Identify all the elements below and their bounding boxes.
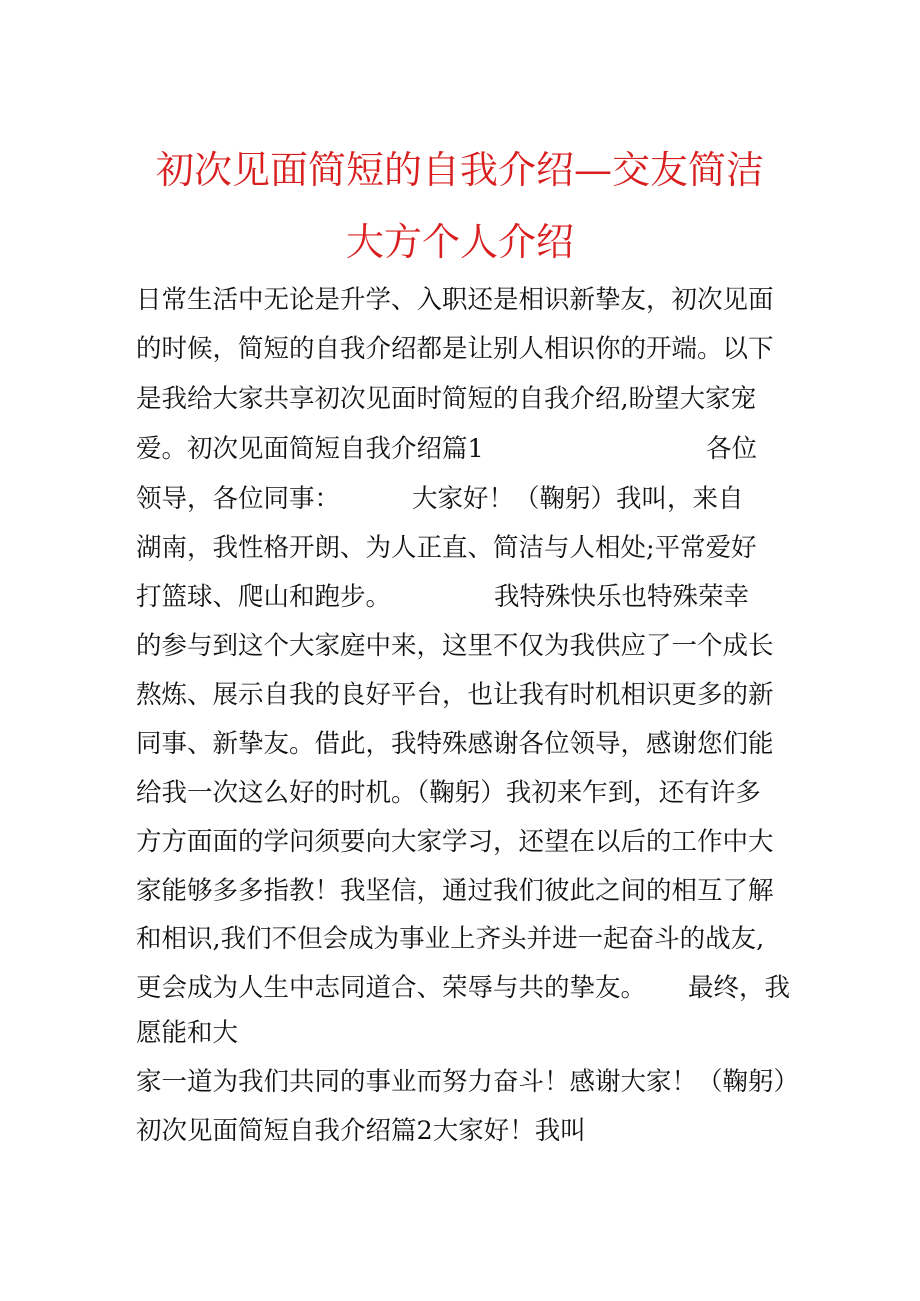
body-line-9: 熬炼、展示自我的良好平台，也让我有时机相识更多的新 (136, 680, 774, 710)
body-line-7-text: 打篮球、爬山和跑步。 (136, 582, 392, 612)
body-line-15-tail: 最终，我 (688, 973, 791, 1003)
body-line-12: 方方面面的学问须要向大家学习，还望在以后的工作中大 (136, 827, 774, 857)
body-line-3: 是我给大家共享初次见面时简短的自我介绍,盼望大家宠 (136, 384, 757, 414)
body-line-1: 日常生活中无论是升学、入职还是相识新挚友，初次见面 (136, 285, 774, 315)
body-line-11: 给我一次这么好的时机。（鞠躬）我初来乍到，还有许多 (136, 778, 761, 808)
title-line-1: 初次见面简短的自我介绍—交友简洁 (155, 148, 764, 192)
body-line-10: 同事、新挚友。借此，我特殊感谢各位领导，感谢您们能 (136, 729, 774, 759)
body-line-5-text: 领导，各位同事： (136, 484, 341, 514)
body-line-8: 的参与到这个大家庭中来，这里不仅为我供应了一个成长 (136, 631, 774, 661)
body-line-4-tail: 各位 (706, 434, 758, 464)
body-line-13: 家能够多多指教！我坚信，通过我们彼此之间的相互了解 (136, 876, 774, 906)
body-line-15-text: 更会成为人生中志同道合、荣辱与共的挚友。 (136, 973, 647, 1003)
body-line-4-text: 爱。初次见面简短自我介绍篇1 (136, 434, 484, 464)
body-line-2: 的时候，简短的自我介绍都是让别人相识你的开端。以下 (136, 334, 774, 364)
body-line-5-tail: 大家好！（鞠躬）我叫，来自 (412, 484, 744, 514)
title-line-2: 大方个人介绍 (345, 220, 574, 264)
body-line-17: 家一道为我们共同的事业而努力奋斗！感谢大家！（鞠躬） (136, 1067, 800, 1097)
body-line-7-tail: 我特殊快乐也特殊荣幸 (494, 582, 750, 612)
body-line-14: 和相识,我们不但会成为事业上齐头并进一起奋斗的战友, (136, 924, 765, 954)
body-line-16: 愿能和大 (136, 1018, 239, 1048)
body-line-6: 湖南，我性格开朗、为人正直、简洁与人相处;平常爱好 (136, 533, 757, 563)
body-line-18: 初次见面简短自我介绍篇2大家好！我叫 (136, 1116, 586, 1146)
